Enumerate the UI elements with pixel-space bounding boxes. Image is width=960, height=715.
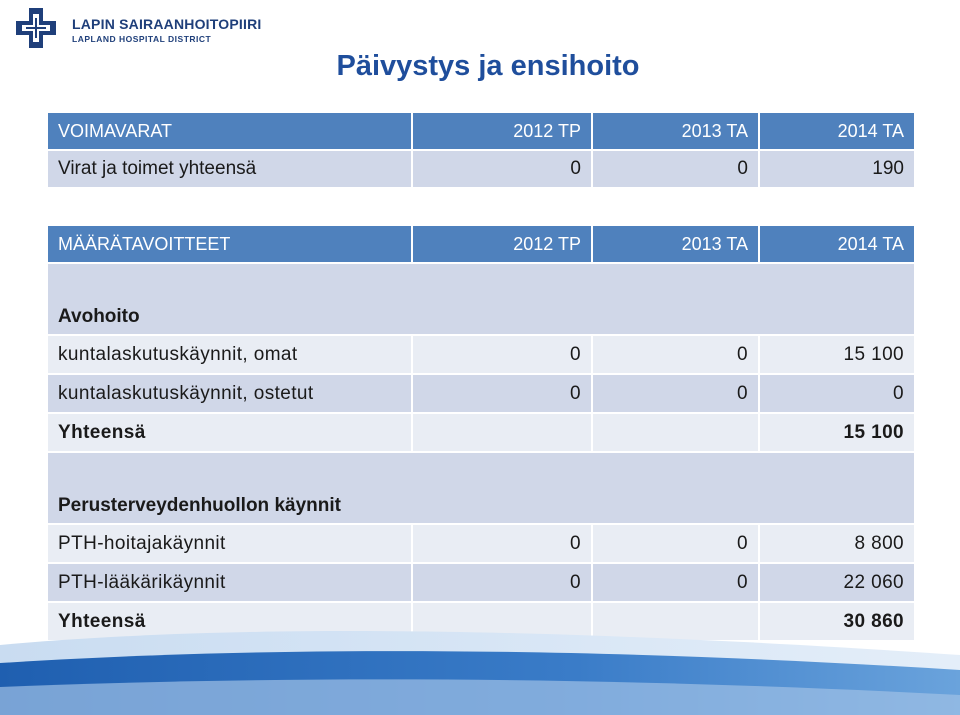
value-2013: 0 [593, 336, 760, 375]
page-title: Päivystys ja ensihoito [336, 50, 640, 82]
section-header-perusterveydenhuolto [48, 453, 914, 525]
row-label: PTH-lääkärikäynnit [48, 564, 413, 603]
empty-cell [593, 414, 760, 453]
value-2012: 0 [413, 336, 593, 375]
hospital-logo [14, 6, 274, 50]
table-row [48, 564, 914, 603]
value-2013: 0 [593, 564, 760, 603]
value-2014: 190 [760, 151, 914, 189]
row-label: Virat ja toimet yhteensä [48, 151, 413, 189]
total-label: Yhteensä [48, 603, 413, 642]
value-2012: 0 [413, 375, 593, 414]
value-2012: 0 [413, 564, 593, 603]
row-label: PTH-hoitajakäynnit [48, 525, 413, 564]
value-2013: 0 [593, 151, 760, 189]
table-header-row [48, 113, 914, 151]
header-2014: 2014 TA [760, 113, 914, 151]
header-2013: 2013 TA [593, 226, 760, 264]
table-row [48, 151, 914, 189]
row-label: kuntalaskutuskäynnit, ostetut [48, 375, 413, 414]
header-2012: 2012 TP [413, 226, 593, 264]
section-title: Avohoito [48, 264, 914, 336]
value-2012: 0 [413, 525, 593, 564]
logo-name: LAPIN SAIRAANHOITOPIIRI [72, 16, 262, 32]
header-label: MÄÄRÄTAVOITTEET [48, 226, 413, 264]
total-2014: 30 860 [760, 603, 914, 642]
value-2014: 8 800 [760, 525, 914, 564]
footer-wave-decoration [0, 615, 960, 715]
value-2013: 0 [593, 525, 760, 564]
total-label: Yhteensä [48, 414, 413, 453]
table-row [48, 336, 914, 375]
logo-cross-icon [14, 6, 58, 50]
header-2012: 2012 TP [413, 113, 593, 151]
total-row [48, 414, 914, 453]
empty-cell [413, 414, 593, 453]
logo-subtitle: LAPLAND HOSPITAL DISTRICT [72, 34, 212, 44]
value-2013: 0 [593, 375, 760, 414]
value-2014: 0 [760, 375, 914, 414]
section-header-avohoito [48, 264, 914, 336]
header-2014: 2014 TA [760, 226, 914, 264]
table-header-row [48, 226, 914, 264]
header-label: VOIMAVARAT [48, 113, 413, 151]
row-label: kuntalaskutuskäynnit, omat [48, 336, 413, 375]
section-title: Perusterveydenhuollon käynnit [48, 453, 914, 525]
value-2014: 22 060 [760, 564, 914, 603]
resources-table [48, 113, 914, 189]
table-row [48, 525, 914, 564]
total-2014: 15 100 [760, 414, 914, 453]
table-row [48, 375, 914, 414]
header-2013: 2013 TA [593, 113, 760, 151]
value-2012: 0 [413, 151, 593, 189]
value-2014: 15 100 [760, 336, 914, 375]
targets-table [48, 226, 914, 642]
